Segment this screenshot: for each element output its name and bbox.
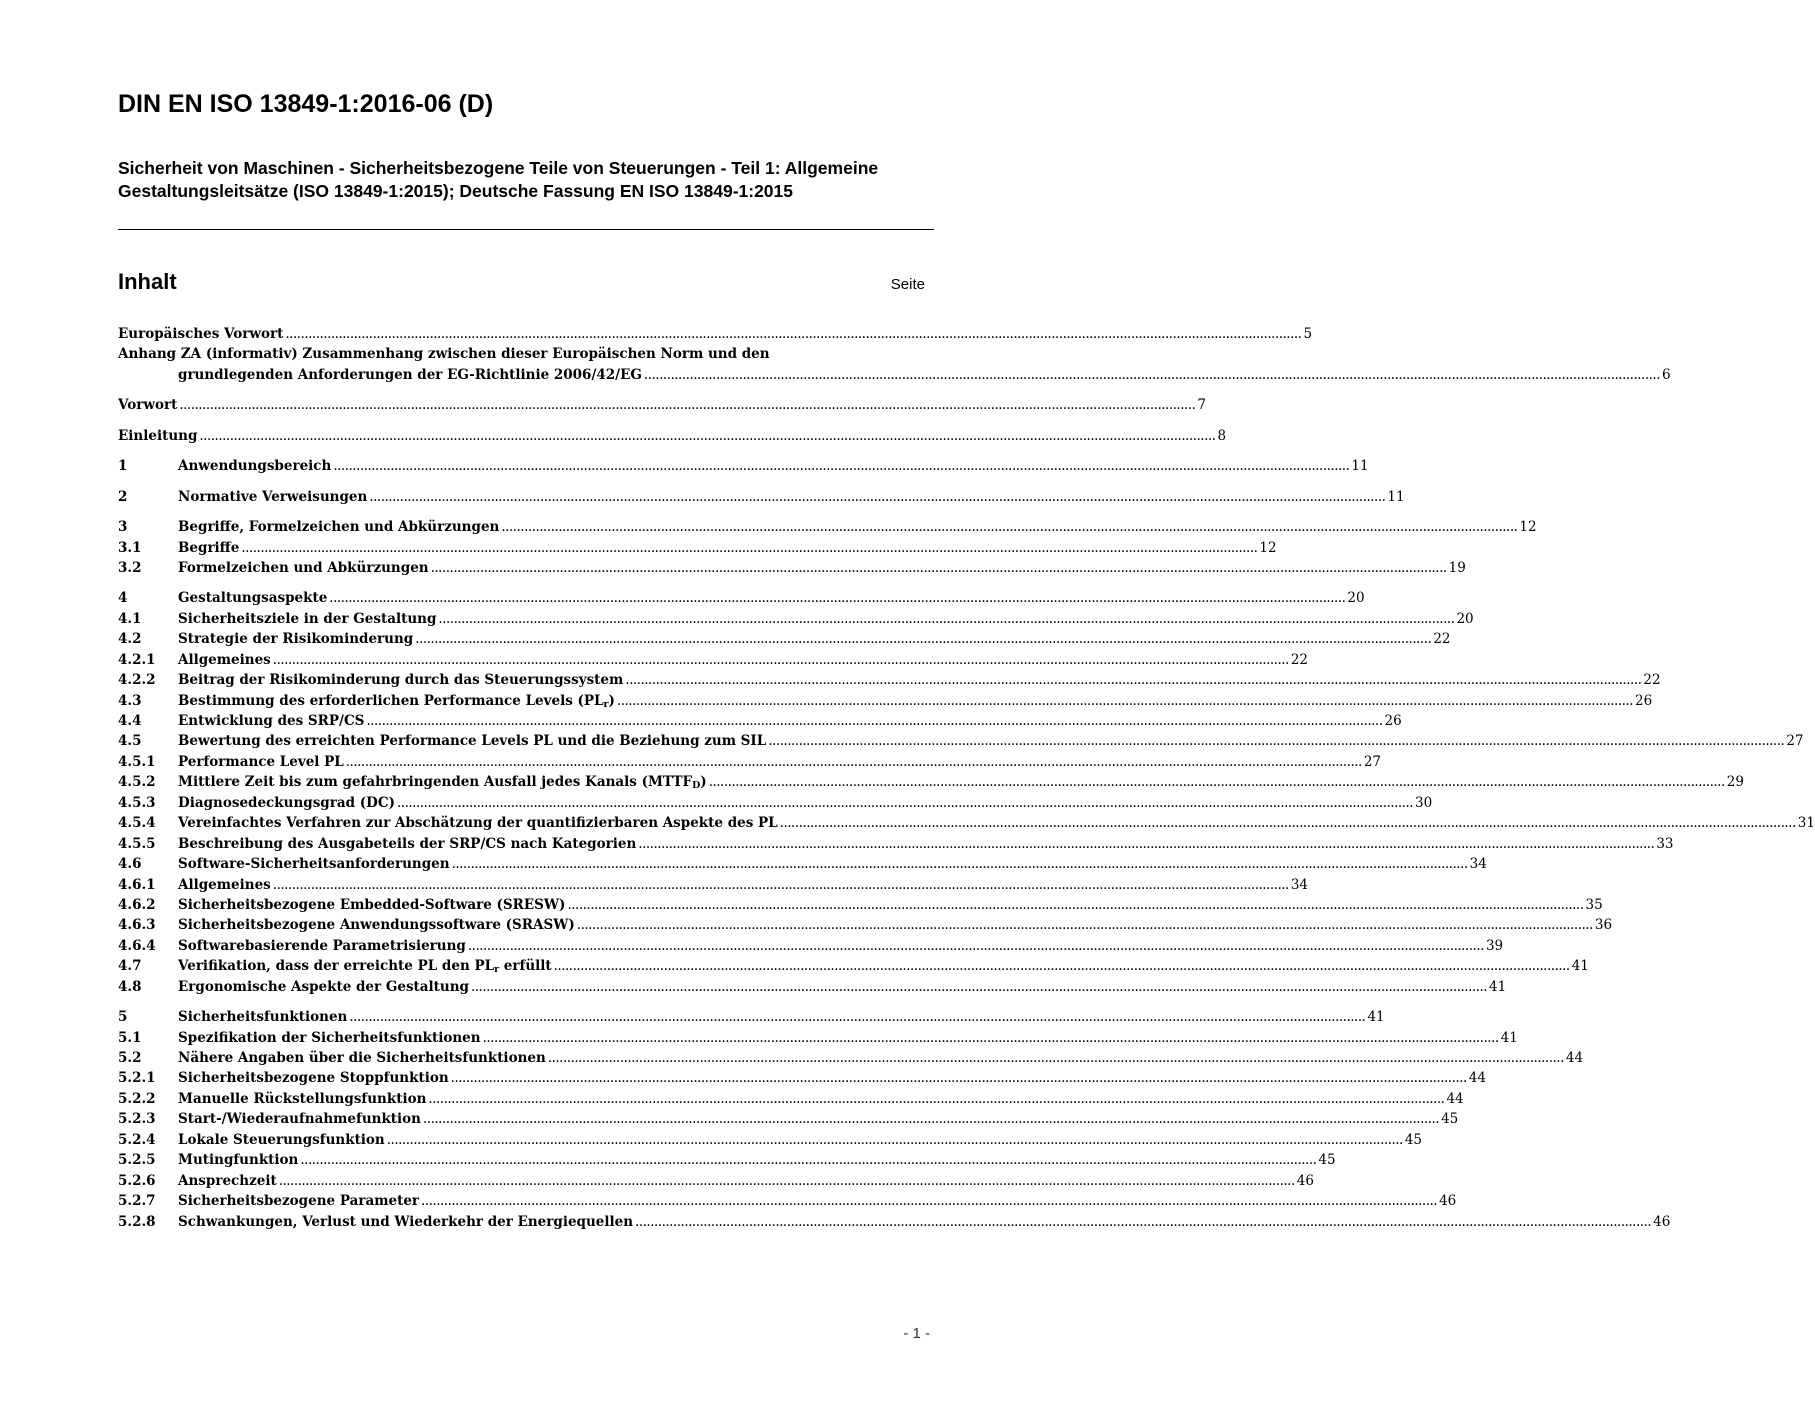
- toc-leader-dots: [565, 895, 1585, 915]
- toc-entry-5-2-4[interactable]: [118, 1130, 1423, 1150]
- toc-leader-dots: [633, 1212, 1653, 1232]
- toc-entry-page: 44: [1565, 1050, 1584, 1066]
- toc-entry-page: 22: [1643, 672, 1661, 689]
- toc-entry-page: 33: [1656, 835, 1674, 852]
- toc-entry-number: 5.2.3: [118, 1111, 156, 1128]
- toc-entry-page: 8: [1217, 427, 1227, 444]
- toc-leader-dots: [239, 538, 1259, 558]
- toc-entry-label-continued: grundlegenden Anforderungen der EG-Richtlinie 2006/42/EG: [178, 366, 642, 383]
- toc-entry-4-6-4[interactable]: [118, 936, 1504, 956]
- toc-entry-4-8[interactable]: [118, 977, 1507, 997]
- toc-entry-number: 3.1: [118, 539, 142, 556]
- page-number: - 1 -: [903, 1325, 930, 1342]
- toc-leader-dots: [552, 956, 1572, 976]
- toc-entry-number: 4.8: [118, 978, 142, 995]
- toc-entry-page: 11: [1351, 458, 1369, 475]
- toc-leader-dots: [283, 324, 1303, 344]
- toc-entry-page: 44: [1468, 1070, 1486, 1087]
- toc-leader-dots: [426, 1089, 1446, 1109]
- toc-entry-label: Begriffe: [178, 539, 240, 556]
- toc-entry-number: 2: [118, 488, 128, 505]
- toc-entry-label: Verifikation, dass der erreichte PL den $PL_r$ erfüllt: [178, 958, 552, 976]
- toc-entry-page: 45: [1404, 1131, 1423, 1148]
- toc-entry-anhang-za[interactable]: [118, 344, 1671, 385]
- toc-leader-dots: [436, 609, 1456, 629]
- toc-leader-dots: [623, 670, 1643, 690]
- toc-entry-page: 6: [1661, 366, 1671, 383]
- toc-entry-5-2-5[interactable]: [118, 1150, 1336, 1170]
- toc-entry-vorwort[interactable]: [118, 395, 1206, 415]
- toc-entry-page: 41: [1500, 1029, 1518, 1046]
- toc-entry-label: Beitrag der Risikominderung durch das Steuerungssystem: [178, 672, 624, 689]
- toc-entry-number: 5.2: [118, 1050, 142, 1066]
- toc-leader-dots: [331, 456, 1351, 476]
- toc-entry-number: 5.2.2: [118, 1090, 156, 1107]
- toc-entry-label: Diagnosedeckungsgrad (DC): [178, 794, 395, 811]
- toc-leader-dots: [450, 854, 1470, 874]
- toc-entry-page: 46: [1439, 1193, 1457, 1210]
- toc-entry-label: Sicherheitsbezogene Stoppfunktion: [178, 1070, 449, 1087]
- toc-entry-label: Softwarebasierende Parametrisierung: [178, 937, 466, 954]
- toc-entry-number: 4.6: [118, 856, 142, 873]
- toc-entry-label: Sicherheitsfunktionen: [178, 1009, 348, 1026]
- toc-entry-number: 4.6.1: [118, 876, 156, 893]
- toc-entry-number: 4.7: [118, 958, 142, 975]
- toc-leader-dots: [778, 813, 1798, 833]
- toc-leader-dots: [271, 650, 1291, 670]
- toc-leader-dots: [429, 558, 1449, 578]
- toc-entry-page: 26: [1634, 692, 1653, 709]
- toc-leader-dots: [298, 1150, 1318, 1170]
- toc-entry-4-5-3[interactable]: [118, 793, 1433, 813]
- toc-entry-1[interactable]: [118, 456, 1369, 476]
- toc-entry-label: Sicherheitsziele in der Gestaltung: [178, 610, 437, 627]
- toc-entry-label: Schwankungen, Verlust und Wiederkehr der Energiequellen: [178, 1213, 634, 1230]
- toc-entry-page: 46: [1653, 1213, 1671, 1230]
- toc-entry-label: Sicherheitsbezogene Parameter: [178, 1193, 420, 1210]
- toc-leader-dots: [642, 365, 1662, 385]
- toc-entry-page: 22: [1290, 651, 1309, 668]
- toc-leader-dots: [197, 426, 1217, 446]
- toc-entry-4-2[interactable]: [118, 629, 1451, 649]
- toc-entry-4-2-1[interactable]: [118, 650, 1309, 670]
- toc-entry-number: 4.5.5: [118, 835, 156, 852]
- toc-entry-page: 20: [1456, 610, 1474, 627]
- toc-leader-dots: [499, 517, 1519, 537]
- toc-entry-page: 41: [1571, 958, 1589, 975]
- toc-entry-page: 34: [1290, 876, 1309, 893]
- toc-page-column-label: Seite: [890, 276, 925, 293]
- toc-leader-dots: [449, 1068, 1469, 1088]
- toc-entry-label: Sicherheitsbezogene Anwendungssoftware (SRASW): [178, 917, 575, 934]
- toc-leader-dots: [466, 936, 1486, 956]
- toc-entry-page: 41: [1489, 978, 1507, 995]
- toc-leader-dots: [344, 752, 1364, 772]
- toc-entry-3[interactable]: [118, 517, 1537, 537]
- toc-entry-number: 4.4: [118, 713, 142, 729]
- toc-entry-5[interactable]: [118, 1007, 1385, 1027]
- toc-entry-number: 4.5.4: [118, 815, 156, 832]
- toc-entry-4-6-2[interactable]: [118, 895, 1603, 915]
- toc-entry-3-2[interactable]: [118, 558, 1466, 578]
- toc-leader-dots: [421, 1109, 1441, 1129]
- toc-leader-dots: [707, 772, 1727, 792]
- toc-entry-number: 4.2.1: [118, 651, 156, 668]
- toc-entry-page: 27: [1363, 753, 1382, 770]
- toc-entry-label: Software-Sicherheitsanforderungen: [178, 856, 450, 873]
- toc-entry-5-2-6[interactable]: [118, 1171, 1314, 1191]
- toc-entry-page: 45: [1441, 1111, 1459, 1128]
- toc-entry-label: Europäisches Vorwort: [118, 326, 284, 342]
- toc-entry-label: Lokale Steuerungsfunktion: [178, 1131, 385, 1148]
- toc-entry-einleitung[interactable]: [118, 426, 1227, 446]
- toc-leader-dots: [385, 1130, 1405, 1150]
- toc-entry-number: 4.6.2: [118, 896, 156, 913]
- toc-entry-vorwort-eu[interactable]: [118, 324, 1313, 344]
- toc-leader-dots: [395, 793, 1415, 813]
- toc-entry-number: 4.2: [118, 631, 142, 648]
- toc-entry-number: 4.5.3: [118, 794, 156, 811]
- toc-entry-number: 5.2.7: [118, 1193, 156, 1210]
- title-divider: [118, 229, 934, 230]
- toc-entry-page: 26: [1384, 713, 1402, 729]
- toc-entry-number: 5.2.1: [118, 1070, 156, 1087]
- toc-entry-label: Manuelle Rückstellungsfunktion: [178, 1090, 427, 1107]
- toc-entry-page: 45: [1318, 1152, 1336, 1169]
- toc-entry-4-2-2[interactable]: [118, 670, 1661, 690]
- toc-entry-page: 30: [1415, 794, 1433, 811]
- toc-entry-number: 5.2.6: [118, 1172, 156, 1189]
- toc-leader-dots: [413, 629, 1433, 649]
- toc-entry-page: 41: [1367, 1009, 1385, 1026]
- toc-entry-label: Entwicklung des SRP/CS: [178, 713, 365, 729]
- toc-entry-label: Allgemeines: [178, 651, 271, 668]
- toc-entry-label: Ergonomische Aspekte der Gestaltung: [178, 978, 469, 995]
- toc-entry-5-2[interactable]: [118, 1048, 1584, 1068]
- toc-entry-label: Spezifikation der Sicherheitsfunktionen: [178, 1029, 481, 1046]
- toc-entry-page: 31: [1797, 815, 1815, 832]
- toc-entry-number: 3: [118, 519, 128, 536]
- toc-entry-number: 4: [118, 590, 128, 607]
- toc-entry-label: Nähere Angaben über die Sicherheitsfunktionen: [178, 1050, 546, 1066]
- toc-entry-number: 5.2.5: [118, 1152, 156, 1169]
- document-subtitle: Sicherheit von Maschinen - Sicherheitsbezogene Teile von Steuerungen - Teil 1: Allgemeine Gestaltungsleitsätze (ISO 13849-1:2015); Deutsche Fassung EN ISO 13849-1:2015: [118, 158, 879, 201]
- toc-entry-4-5-4[interactable]: [118, 813, 1815, 833]
- toc-entry-label: Allgemeines: [178, 876, 271, 893]
- toc-entry-label: Vereinfachtes Verfahren zur Abschätzung der quantifizierbaren Aspekte des PL: [178, 815, 778, 832]
- toc-entry-page: 11: [1387, 488, 1405, 505]
- toc-heading: Inhalt: [118, 269, 177, 294]
- toc-leader-dots: [277, 1171, 1297, 1191]
- toc-entry-3-1[interactable]: [118, 538, 1277, 558]
- toc-entry-4-4[interactable]: [118, 711, 1402, 731]
- toc-entry-label: Einleitung: [118, 427, 198, 444]
- toc-entry-4-1[interactable]: [118, 609, 1474, 629]
- document-title: DIN EN ISO 13849-1:2016-06 (D): [118, 90, 494, 118]
- toc-entry-number: 4.2.2: [118, 672, 156, 689]
- toc-entry-label: Strategie der Risikominderung: [178, 631, 414, 648]
- toc-entry-page: 35: [1585, 896, 1603, 913]
- toc-entry-number: 4.5.2: [118, 774, 156, 791]
- table-of-contents: [118, 324, 1815, 1232]
- toc-leader-dots: [347, 1007, 1367, 1027]
- toc-leader-dots: [575, 915, 1595, 935]
- toc-entry-label: Beschreibung des Ausgabeteils der SRP/CS nach Kategorien: [178, 835, 637, 852]
- toc-entry-label: Ansprechzeit: [178, 1172, 277, 1189]
- toc-entry-page: 44: [1446, 1090, 1464, 1107]
- toc-leader-dots: [419, 1191, 1439, 1211]
- toc-entry-4-5-1[interactable]: [118, 752, 1382, 772]
- toc-entry-number: 4.3: [118, 692, 142, 709]
- toc-entry-label: Normative Verweisungen: [178, 488, 368, 505]
- toc-entry-label: Start-/Wiederaufnahmefunktion: [178, 1111, 421, 1128]
- toc-entry-label: Begriffe, Formelzeichen und Abkürzungen: [178, 519, 500, 536]
- toc-entry-5-2-7[interactable]: [118, 1191, 1457, 1211]
- toc-entry-4-5-2[interactable]: [118, 772, 1744, 792]
- toc-leader-dots: [367, 487, 1387, 507]
- toc-entry-4-6[interactable]: [118, 854, 1487, 874]
- toc-entry-page: 34: [1469, 856, 1487, 873]
- toc-entry-label: Bewertung des erreichten Performance Levels PL und die Beziehung zum SIL: [178, 733, 767, 750]
- toc-entry-number: 4.6.4: [118, 937, 156, 954]
- toc-entry-4-5-5[interactable]: [118, 834, 1674, 854]
- toc-entry-number: 4.5.1: [118, 753, 156, 770]
- toc-leader-dots: [327, 588, 1347, 608]
- toc-entry-4-7[interactable]: [118, 956, 1589, 976]
- toc-leader-dots: [469, 977, 1489, 997]
- toc-entry-number: 4.5: [118, 733, 142, 750]
- toc-entry-label: Mutingfunktion: [178, 1152, 299, 1169]
- toc-entry-4-5[interactable]: [118, 731, 1804, 751]
- toc-entry-label: Gestaltungsaspekte: [178, 590, 328, 607]
- toc-leader-dots: [364, 711, 1384, 731]
- toc-entry-number: 5.2.4: [118, 1131, 156, 1148]
- toc-entry-4-3[interactable]: [118, 691, 1653, 711]
- toc-entry-5-2-3[interactable]: [118, 1109, 1459, 1129]
- toc-entry-label: Sicherheitsbezogene Embedded-Software (SRESW): [178, 896, 566, 913]
- toc-entry-page: 19: [1448, 559, 1466, 576]
- toc-entry-5-1[interactable]: [118, 1028, 1518, 1048]
- toc-leader-dots: [615, 691, 1635, 711]
- toc-leader-dots: [636, 834, 1656, 854]
- toc-entry-4-6-1[interactable]: [118, 875, 1309, 895]
- toc-entry-page: 20: [1347, 590, 1365, 607]
- toc-entry-4[interactable]: [118, 588, 1365, 608]
- toc-leader-dots: [766, 731, 1786, 751]
- toc-leader-dots: [271, 875, 1291, 895]
- toc-entry-page: 27: [1786, 733, 1804, 750]
- toc-entry-page: 22: [1433, 631, 1451, 648]
- toc-entry-label: Anwendungsbereich: [178, 458, 332, 475]
- toc-entry-number: 4.6.3: [118, 917, 156, 934]
- toc-entry-page: 29: [1726, 774, 1744, 791]
- toc-entry-5-2-2[interactable]: [118, 1089, 1464, 1109]
- toc-entry-4-6-3[interactable]: [118, 915, 1613, 935]
- toc-entry-number: 1: [118, 458, 128, 475]
- toc-entry-number: 5.2.8: [118, 1213, 156, 1230]
- toc-leader-dots: [177, 395, 1197, 415]
- toc-entry-page: 39: [1485, 937, 1504, 954]
- toc-entry-page: 5: [1303, 326, 1313, 342]
- toc-leader-dots: [481, 1028, 1501, 1048]
- toc-entry-label: Formelzeichen und Abkürzungen: [178, 559, 429, 576]
- toc-entry-label: Anhang ZA (informativ) Zusammenhang zwischen dieser Europäischen Norm und den: [118, 346, 770, 363]
- toc-entry-5-2-8[interactable]: [118, 1212, 1671, 1232]
- toc-entry-number: 5: [118, 1009, 128, 1026]
- toc-entry-number: 5.1: [118, 1029, 142, 1046]
- toc-entry-5-2-1[interactable]: [118, 1068, 1486, 1088]
- toc-entry-page: 36: [1594, 917, 1613, 934]
- toc-leader-dots: [546, 1048, 1566, 1068]
- toc-entry-page: 12: [1259, 539, 1277, 556]
- toc-entry-number: 3.2: [118, 559, 142, 576]
- toc-entry-number: 4.1: [118, 610, 142, 627]
- toc-entry-label: Bestimmung des erforderlichen Performance Levels $(PL_r)$: [178, 692, 615, 710]
- toc-entry-2[interactable]: [118, 487, 1405, 507]
- toc-entry-label: Performance Level PL: [178, 753, 344, 770]
- toc-entry-page: 7: [1197, 397, 1206, 414]
- toc-entry-page: 12: [1519, 519, 1537, 536]
- toc-entry-label: Vorwort: [118, 397, 178, 414]
- toc-entry-label: Mittlere Zeit bis zum gefahrbringenden Ausfall jedes Kanals $(MTTF_D)$: [178, 774, 707, 792]
- toc-entry-page: 46: [1296, 1172, 1314, 1189]
